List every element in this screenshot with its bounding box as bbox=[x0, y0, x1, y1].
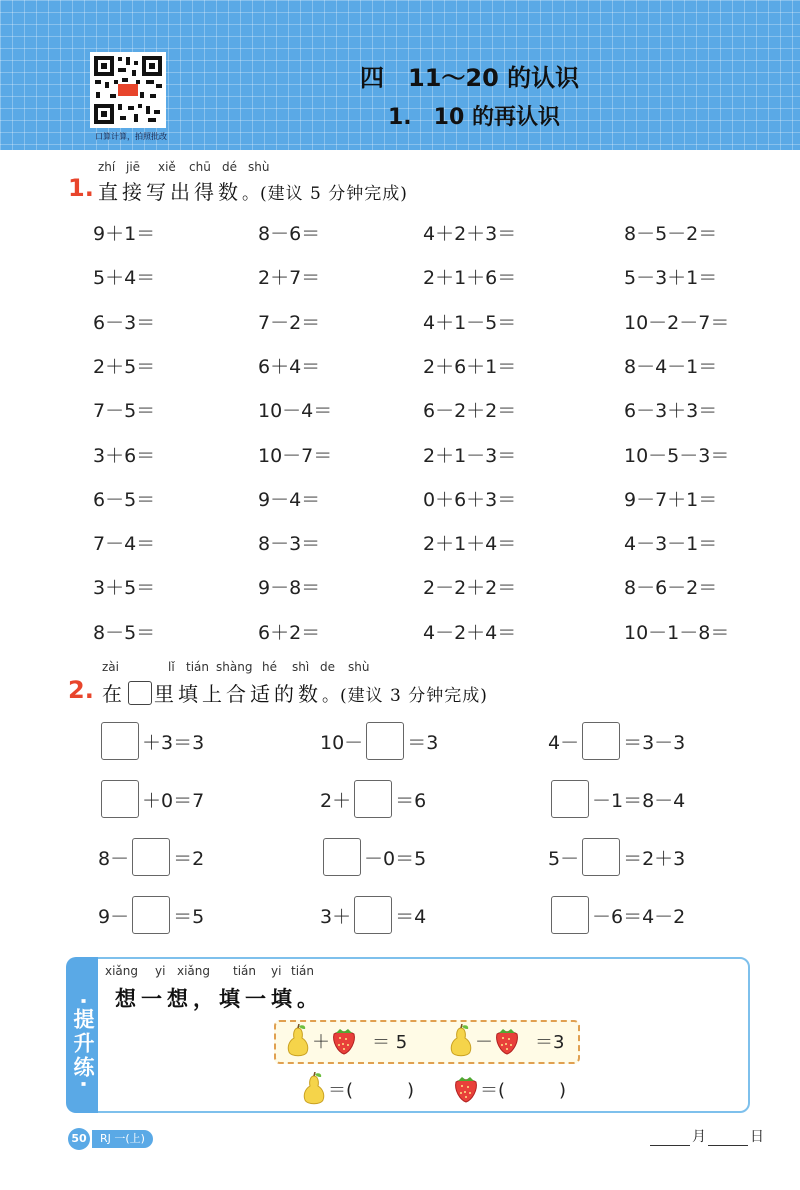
fruit-eq1-op: ＋ bbox=[312, 1032, 330, 1053]
extra-title: 想一想，填一填。 bbox=[115, 987, 323, 1011]
q2-hint: 。(建议 3 分钟完成) bbox=[322, 686, 488, 706]
q1-equation[interactable]: 6－5＝ bbox=[93, 488, 156, 511]
q1-equation[interactable]: 5＋4＝ bbox=[93, 267, 156, 290]
q1-equation[interactable]: 8－3＝ bbox=[258, 533, 321, 556]
q1-equation[interactable]: 2＋1＋6＝ bbox=[423, 267, 517, 290]
q2-equation-suffix: －0＝5 bbox=[364, 847, 427, 870]
q2-equation-suffix: ＝4 bbox=[395, 905, 427, 928]
q1-equation[interactable]: 6－2＋2＝ bbox=[423, 400, 517, 423]
q1-equation[interactable]: 9＋1＝ bbox=[93, 223, 156, 245]
strawberry-icon bbox=[330, 1024, 358, 1058]
day-blank[interactable] bbox=[708, 1132, 748, 1146]
q2-equation-suffix: ＝2 bbox=[173, 847, 205, 870]
pear-answer bbox=[300, 1072, 414, 1106]
fruit-eq2-result: ＝3 bbox=[535, 1032, 565, 1053]
q2-instruction bbox=[102, 678, 488, 707]
q2-equation-suffix: －6＝4－2 bbox=[592, 905, 686, 928]
fruit-eq1-result: ＝ 5 bbox=[372, 1032, 408, 1053]
q1-equation[interactable]: 0＋6＋3＝ bbox=[423, 488, 517, 511]
day-label: 日 bbox=[750, 1129, 764, 1145]
answer-box[interactable] bbox=[101, 780, 139, 818]
strawberry-answer bbox=[452, 1072, 566, 1106]
q1-instruction bbox=[98, 176, 408, 205]
q1-equation[interactable]: 4－3－1＝ bbox=[624, 533, 718, 556]
fruit-eq2-op: － bbox=[475, 1032, 493, 1053]
answer-box[interactable] bbox=[101, 722, 139, 760]
q2-equation-prefix: 9－ bbox=[98, 905, 130, 928]
pinyin-syllable: chū bbox=[189, 160, 211, 174]
pinyin-syllable: dé bbox=[222, 160, 237, 174]
q2-equation bbox=[320, 780, 426, 818]
q2-equation bbox=[98, 896, 204, 934]
q1-equation[interactable]: 2＋1＋4＝ bbox=[423, 533, 517, 556]
q1-equation[interactable]: 3＋5＝ bbox=[93, 577, 156, 600]
q1-equation[interactable]: 2＋1－3＝ bbox=[423, 444, 517, 467]
q2-equation-suffix: ＋0＝7 bbox=[142, 789, 205, 812]
pear-icon bbox=[447, 1024, 475, 1058]
answer-box[interactable] bbox=[551, 896, 589, 934]
q1-equation[interactable]: 6＋4＝ bbox=[258, 355, 321, 378]
edition-label: RJ 一(上) bbox=[92, 1130, 153, 1148]
q1-equation[interactable]: 3＋6＝ bbox=[93, 444, 156, 467]
pinyin-syllable: yi bbox=[155, 964, 166, 978]
q2-equation bbox=[548, 896, 685, 934]
pear-icon bbox=[300, 1072, 328, 1106]
answer-box[interactable] bbox=[366, 722, 404, 760]
q2-equation bbox=[548, 838, 685, 876]
pear-icon bbox=[284, 1024, 312, 1058]
q2-equation bbox=[320, 838, 426, 876]
answer-box[interactable] bbox=[582, 722, 620, 760]
pinyin-syllable: lǐ bbox=[168, 660, 175, 674]
section-title: 1. 10 的再认识 bbox=[388, 105, 560, 130]
answer-box[interactable] bbox=[323, 838, 361, 876]
month-label: 月 bbox=[692, 1129, 706, 1145]
q2-equation-prefix: 8－ bbox=[98, 847, 130, 870]
pinyin-syllable: xiǎng bbox=[105, 964, 139, 978]
strawberry-icon bbox=[452, 1072, 480, 1106]
q2-equation-prefix: 10－ bbox=[320, 731, 364, 754]
pinyin-syllable: tián bbox=[291, 964, 314, 978]
q1-equation[interactable]: 8－4－1＝ bbox=[624, 355, 718, 378]
pinyin-syllable: shù bbox=[348, 660, 370, 674]
pinyin-syllable: shì bbox=[292, 660, 310, 674]
q2-equation-prefix: 4－ bbox=[548, 731, 580, 754]
q2-equation bbox=[548, 722, 685, 760]
q1-equation[interactable]: 10－4＝ bbox=[258, 400, 333, 423]
q1-number: 1. bbox=[68, 174, 94, 202]
pear-answer-blank[interactable]: ＝( ) bbox=[328, 1080, 415, 1101]
pinyin-syllable: xiǎng bbox=[177, 964, 211, 978]
q1-equation[interactable]: 5－3＋1＝ bbox=[624, 267, 718, 290]
q1-equation[interactable]: 4＋1－5＝ bbox=[423, 311, 517, 334]
fruit-equation-1 bbox=[284, 1024, 407, 1058]
date-field bbox=[648, 1126, 764, 1146]
q1-equation[interactable]: 2－2＋2＝ bbox=[423, 577, 517, 600]
q2-equation bbox=[98, 838, 204, 876]
pinyin-syllable: jiē bbox=[126, 160, 141, 174]
strawberry-icon bbox=[493, 1024, 521, 1058]
answer-box[interactable] bbox=[132, 896, 170, 934]
q1-text: 直接写出得数 bbox=[98, 180, 242, 204]
q2-equation-suffix: ＝3 bbox=[407, 731, 439, 754]
q1-equation[interactable]: 6－3＋3＝ bbox=[624, 400, 718, 423]
qr-code[interactable] bbox=[90, 52, 166, 128]
answer-box[interactable] bbox=[354, 896, 392, 934]
pinyin-syllable: zài bbox=[102, 660, 119, 674]
q1-equation[interactable]: 7－4＝ bbox=[93, 533, 156, 556]
pinyin-syllable: xiě bbox=[158, 160, 176, 174]
answer-box[interactable] bbox=[354, 780, 392, 818]
q1-equation[interactable]: 2＋6＋1＝ bbox=[423, 355, 517, 378]
q1-equation[interactable]: 8－5＝ bbox=[93, 621, 156, 644]
qr-code-icon bbox=[92, 54, 164, 126]
q2-equation-suffix: －1＝8－4 bbox=[592, 789, 686, 812]
answer-box[interactable] bbox=[551, 780, 589, 818]
q1-equation[interactable]: 10－5－3＝ bbox=[624, 444, 730, 467]
q2-equation-prefix: 3＋ bbox=[320, 905, 352, 928]
q2-number: 2. bbox=[68, 676, 94, 704]
qr-caption: 口算计算，拍照批改 bbox=[95, 132, 167, 141]
pinyin-syllable: de bbox=[320, 660, 335, 674]
q2-equation-suffix: ＋3＝3 bbox=[142, 731, 205, 754]
q1-equation[interactable]: 2＋7＝ bbox=[258, 267, 321, 290]
q2-equation-suffix: ＝5 bbox=[173, 905, 205, 928]
inline-box-icon bbox=[128, 681, 152, 705]
q2-equation-prefix: 2＋ bbox=[320, 789, 352, 812]
q1-equation[interactable]: 8－6－2＝ bbox=[624, 577, 718, 600]
month-blank[interactable] bbox=[650, 1132, 690, 1146]
page-number: 50 bbox=[68, 1128, 90, 1150]
pinyin-syllable: shù bbox=[248, 160, 270, 174]
chapter-title: 四 11～20 的认识 bbox=[360, 64, 580, 92]
q1-equation[interactable]: 9－8＝ bbox=[258, 577, 321, 600]
q1-equation[interactable]: 9－4＝ bbox=[258, 488, 321, 511]
q2-equation bbox=[98, 722, 204, 760]
q1-equation[interactable]: 10－2－7＝ bbox=[624, 311, 730, 334]
q2-equation-suffix: ＝6 bbox=[395, 789, 427, 812]
q2-equation-suffix: ＝2＋3 bbox=[623, 847, 686, 870]
q2-text-after: 里填上合适的数 bbox=[154, 682, 322, 706]
q1-equation[interactable]: 6－3＝ bbox=[93, 311, 156, 334]
q1-equation[interactable]: 7－5＝ bbox=[93, 400, 156, 423]
q2-equation-prefix: 5－ bbox=[548, 847, 580, 870]
q2-text-before: 在 bbox=[102, 682, 126, 706]
q1-equation[interactable]: 10－7＝ bbox=[258, 444, 333, 467]
q1-equation[interactable]: 6＋2＝ bbox=[258, 621, 321, 644]
q2-equation bbox=[320, 722, 438, 760]
q2-equation bbox=[548, 780, 685, 818]
q1-equation[interactable]: 7－2＝ bbox=[258, 311, 321, 334]
page-header bbox=[0, 0, 800, 150]
q1-equation[interactable]: 8－6＝ bbox=[258, 223, 321, 245]
pinyin-syllable: tián bbox=[233, 964, 256, 978]
extra-practice-tab: ·提升练· bbox=[66, 957, 98, 1113]
q2-equation bbox=[320, 896, 426, 934]
pinyin-syllable: hé bbox=[262, 660, 277, 674]
q1-equation[interactable]: 9－7＋1＝ bbox=[624, 488, 718, 511]
pinyin-syllable: yi bbox=[271, 964, 282, 978]
strawberry-answer-blank[interactable]: ＝( ) bbox=[480, 1080, 567, 1101]
q1-equation[interactable]: 2＋5＝ bbox=[93, 355, 156, 378]
pinyin-syllable: zhí bbox=[98, 160, 116, 174]
q1-equation[interactable]: 4＋2＋3＝ bbox=[423, 223, 517, 245]
q1-equation[interactable]: 4－2＋4＝ bbox=[423, 621, 517, 644]
q1-equation[interactable]: 10－1－8＝ bbox=[624, 621, 730, 644]
answer-box[interactable] bbox=[582, 838, 620, 876]
pinyin-syllable: tián bbox=[186, 660, 209, 674]
q1-hint: 。(建议 5 分钟完成) bbox=[242, 184, 408, 204]
q2-equation bbox=[98, 780, 204, 818]
answer-box[interactable] bbox=[132, 838, 170, 876]
fruit-equation-2 bbox=[447, 1024, 564, 1058]
q2-equation-suffix: ＝3－3 bbox=[623, 731, 686, 754]
q1-equation[interactable]: 8－5－2＝ bbox=[624, 223, 718, 245]
pinyin-syllable: shàng bbox=[216, 660, 253, 674]
